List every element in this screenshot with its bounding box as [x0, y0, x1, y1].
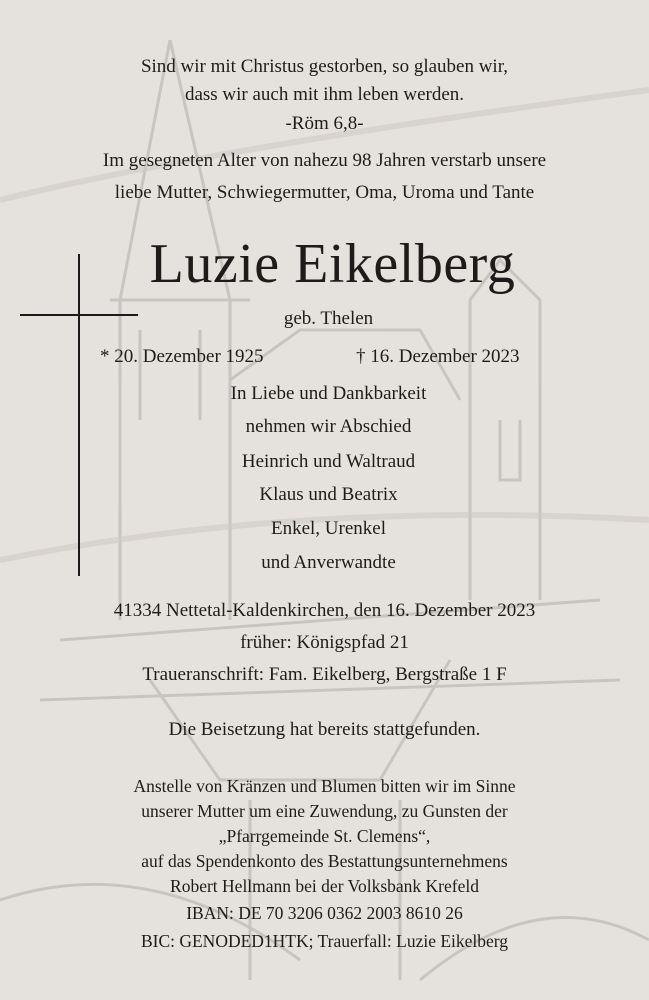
- donation-line: Robert Hellmann bei der Volksbank Krefeld: [170, 876, 479, 896]
- maiden-name: geb. Thelen: [283, 308, 374, 329]
- address-line-2: früher: Königspfad 21: [240, 632, 409, 653]
- donation-line: „Pfarrgemeinde St. Clemens“,: [218, 826, 431, 846]
- farewell-line-2: nehmen wir Abschied: [245, 416, 412, 437]
- iban: IBAN: DE 70 3206 0362 2003 8610 26: [186, 903, 463, 923]
- death-date: † 16. Dezember 2023: [356, 346, 520, 367]
- intro-line-2: liebe Mutter, Schwiegermutter, Oma, Uroma und Tante: [114, 182, 535, 203]
- farewell-line-1: In Liebe und Dankbarkeit: [230, 383, 427, 404]
- deceased-name: Luzie Eikelberg: [149, 233, 516, 295]
- donation-line: Anstelle von Kränzen und Blumen bitten wir im Sinne: [133, 776, 516, 796]
- mourner: und Anverwandte: [261, 552, 396, 573]
- birth-date: * 20. Dezember 1925: [100, 346, 264, 367]
- mourner: Klaus und Beatrix: [259, 484, 398, 505]
- mourner: Enkel, Urenkel: [270, 518, 386, 539]
- verse-reference: -Röm 6,8-: [285, 113, 364, 134]
- donation-line: auf das Spendenkonto des Bestattungsunternehmens: [141, 851, 508, 871]
- mourner: Heinrich und Waltraud: [241, 451, 416, 472]
- donation-line: unserer Mutter um eine Zuwendung, zu Gunsten der: [141, 801, 508, 821]
- address-line-3: Traueranschrift: Fam. Eikelberg, Bergstraße 1 F: [142, 664, 507, 685]
- verse-line-2: dass wir auch mit ihm leben werden.: [184, 84, 465, 105]
- verse-line-1: Sind wir mit Christus gestorben, so glauben wir,: [140, 56, 509, 77]
- bic: BIC: GENODED1HTK; Trauerfall: Luzie Eikelberg: [140, 931, 509, 951]
- address-line-1: 41334 Nettetal-Kaldenkirchen, den 16. Dezember 2023: [113, 600, 536, 621]
- intro-line-1: Im gesegneten Alter von nahezu 98 Jahren verstarb unsere: [102, 150, 547, 171]
- burial-note: Die Beisetzung hat bereits stattgefunden.: [168, 719, 481, 740]
